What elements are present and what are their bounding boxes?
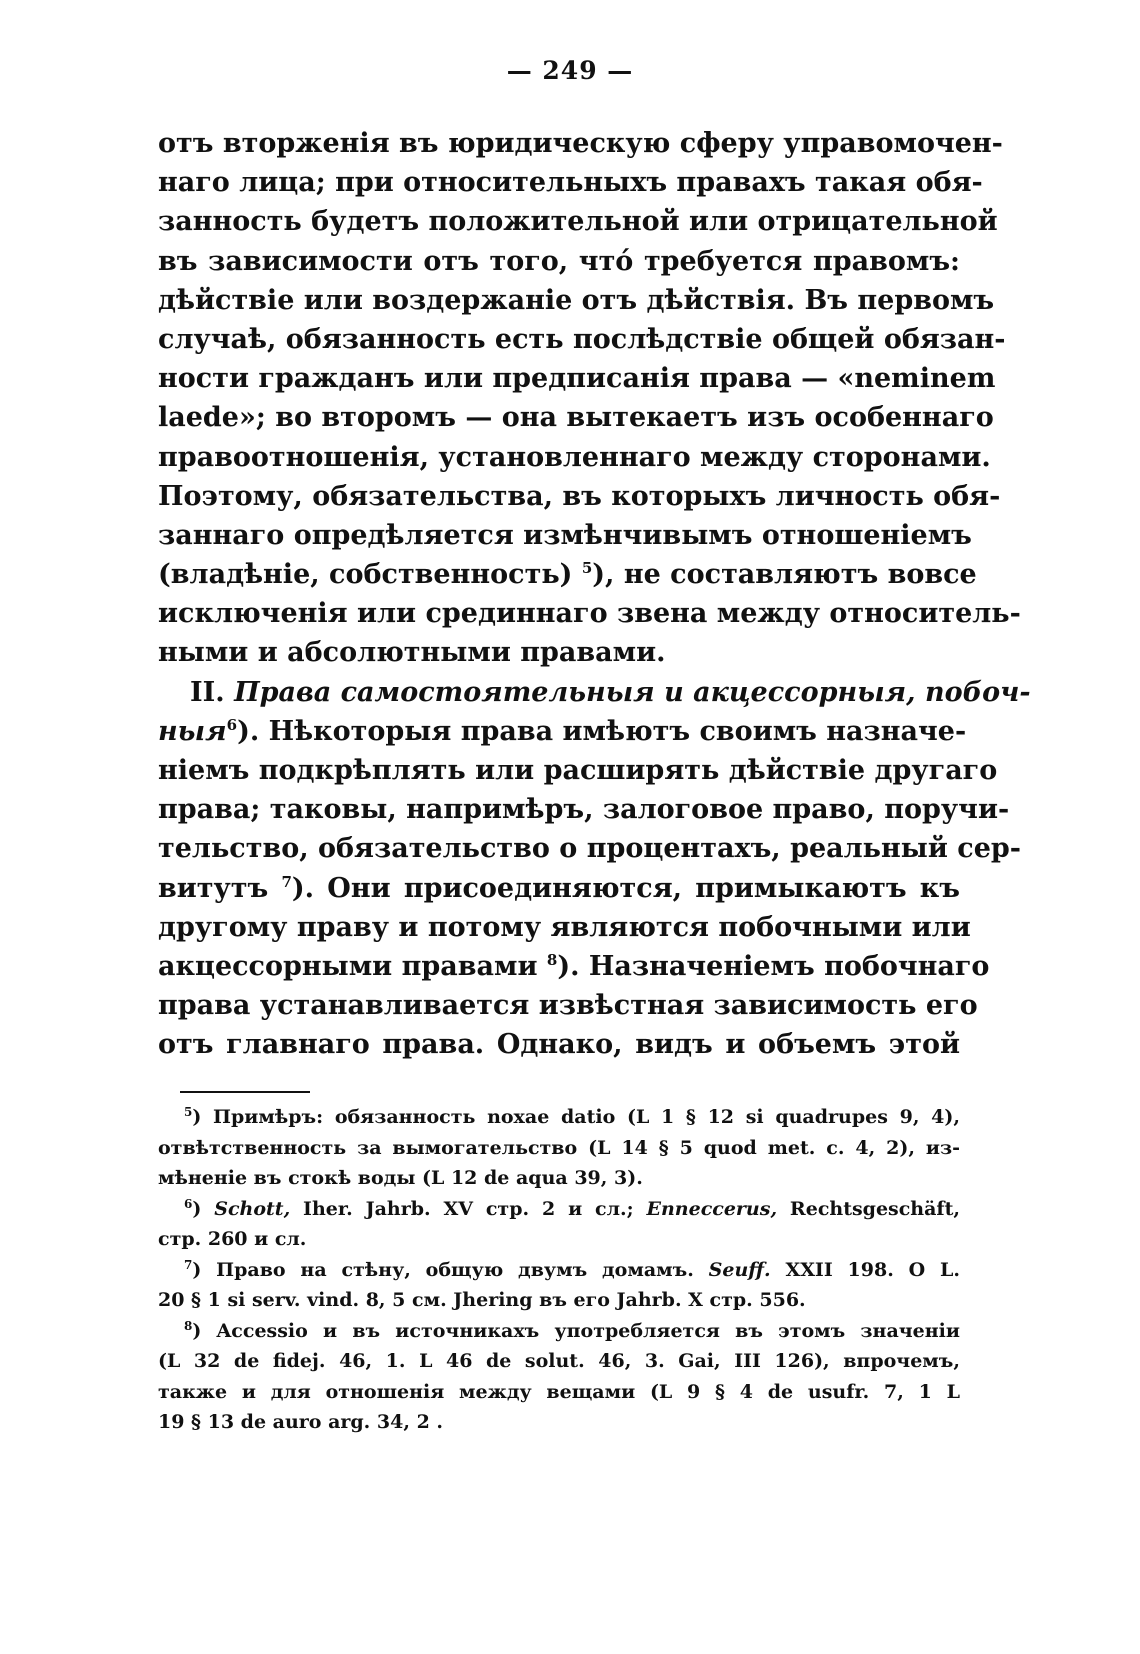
text-segment: ), не составляютъ вовсе [592, 559, 977, 591]
footnote-line: мѣненіе въ стокѣ воды (L 12 de aqua 39, 3). [158, 1167, 643, 1189]
footnote-ref-7[interactable]: 7 [281, 872, 292, 891]
section-heading-line [158, 673, 1031, 712]
footnote-line: (L 32 de fidej. 46, 1. L 46 de solut. 46, 3. Gai, III 126), впрочемъ, [158, 1350, 960, 1372]
footnote-line [158, 1316, 960, 1347]
text-line: занность будетъ положительной или отрицательной [158, 206, 998, 238]
text-line: ными и абсолютными правами. [158, 637, 666, 669]
text-line: права устанавливается извѣстная зависимость его [158, 990, 978, 1022]
author-name: Enneccerus, [646, 1197, 778, 1220]
text-line: Поэтому, обязательства, въ которыхъ личность обя- [158, 480, 1001, 512]
footnote-text: Iher. Jahrb. XV стр. 2 и сл.; [290, 1197, 647, 1220]
footnote-text: ) Accessio и въ источникахъ употребляется въ этомъ значеніи [192, 1319, 960, 1342]
section-title: Права самостоятельныя и акцессорныя, побоч- [234, 676, 1031, 708]
footnote-ref-5[interactable]: 5 [581, 559, 593, 578]
text-segment: акцессорными правами [158, 950, 547, 982]
text-line: другому праву и потому являются побочными или [158, 911, 971, 943]
footnote-6 [158, 1194, 960, 1255]
footnote-mark: 6 [184, 1196, 193, 1211]
footnote-ref-8[interactable]: 8 [546, 950, 558, 969]
text-line: заннаго опредѣляется измѣнчивымъ отношеніемъ [158, 519, 972, 551]
footnote-ref-6[interactable]: 6 [226, 715, 238, 734]
footnote-text: Rechtsgeschäft, [777, 1197, 960, 1220]
footnote-divider [180, 1091, 310, 1093]
footnote-line: 19 § 13 de auro arg. 34, 2 . [158, 1411, 444, 1433]
section-title-end: ныя [158, 715, 227, 747]
footnote-text: ) Примѣръ: обязанность noxae datio (L 1 § 12 si quadrupes 9, 4), [192, 1106, 960, 1128]
text-segment: ). Назначеніемъ побочнаго [557, 950, 990, 982]
text-line: права; таковы, напримѣръ, залоговое право, поручи- [158, 794, 1010, 826]
footnote-mark: 5 [184, 1105, 193, 1119]
text-line: случаѣ, обязанность есть послѣдствіе общей обязан- [158, 323, 1006, 355]
text-line: наго лица; при относительныхъ правахъ такая обя- [158, 167, 983, 199]
text-line: ніемъ подкрѣплять или расширять дѣйствіе другаго [158, 755, 998, 786]
text-line [158, 555, 977, 594]
page-number: — 249 — [506, 56, 634, 85]
text-segment: ). Нѣкоторыя права имѣютъ своимъ назначе- [237, 715, 967, 747]
footnote-line: стр. 260 и сл. [158, 1228, 307, 1250]
source-name: Seuff. [708, 1258, 771, 1281]
text-line: въ зависимости отъ того, чтó требуется правомъ: [158, 245, 960, 277]
text-line: отъ главнаго права. Однако, видъ и объемъ этой [158, 1029, 960, 1061]
main-text [158, 124, 1031, 1065]
footnote-mark: 8 [184, 1318, 193, 1333]
footnote-5 [158, 1102, 960, 1194]
text-line [158, 947, 990, 986]
text-segment: витутъ [158, 872, 282, 904]
text-segment: (владѣніе, собственность) [158, 559, 582, 591]
footnote-8 [158, 1316, 960, 1438]
text-line [158, 869, 960, 908]
footnote-7 [158, 1255, 960, 1316]
footnote-line: 20 § 1 si serv. vind. 8, 5 см. Jhering въ его Jahrb. X стр. 556. [158, 1289, 806, 1311]
text-segment: ). Они присоединяются, примыкаютъ къ [291, 872, 960, 904]
footnote-line [158, 1255, 960, 1286]
section-numeral: II. [190, 676, 225, 708]
footnote-text: ) [192, 1197, 215, 1220]
footnote-line: также и для отношенія между вещами (L 9 § 4 de usufr. 7, 1 L [158, 1380, 960, 1403]
footnote-line: отвѣтственность за вымогательство (L 14 § 5 quod met. c. 4, 2), из- [158, 1136, 960, 1159]
footnote-text: XXII 198. O L. [770, 1258, 960, 1281]
text-line [158, 712, 967, 751]
text-line: ности гражданъ или предписанія права — «neminem [158, 363, 996, 395]
text-line: правоотношенія, установленнаго между сторонами. [158, 441, 991, 473]
footnote-line [158, 1194, 960, 1225]
footnote-mark: 7 [184, 1257, 193, 1272]
text-line: тельство, обязательство о процентахъ, реальный сер- [158, 833, 1021, 865]
author-name: Schott, [214, 1197, 291, 1220]
text-line: исключенія или срединнаго звена между относитель- [158, 598, 1021, 630]
text-line: дѣйствіе или воздержаніе отъ дѣйствія. Въ первомъ [158, 284, 995, 316]
footnotes [158, 1102, 960, 1438]
text-line: laede»; во второмъ — она вытекаетъ изъ особеннаго [158, 402, 994, 434]
footnote-text: ) Право на стѣну, общую двумъ домамъ. [192, 1258, 709, 1281]
text-line: отъ вторженія въ юридическую сферу управомочен- [158, 128, 1003, 159]
footnote-line [158, 1102, 960, 1133]
